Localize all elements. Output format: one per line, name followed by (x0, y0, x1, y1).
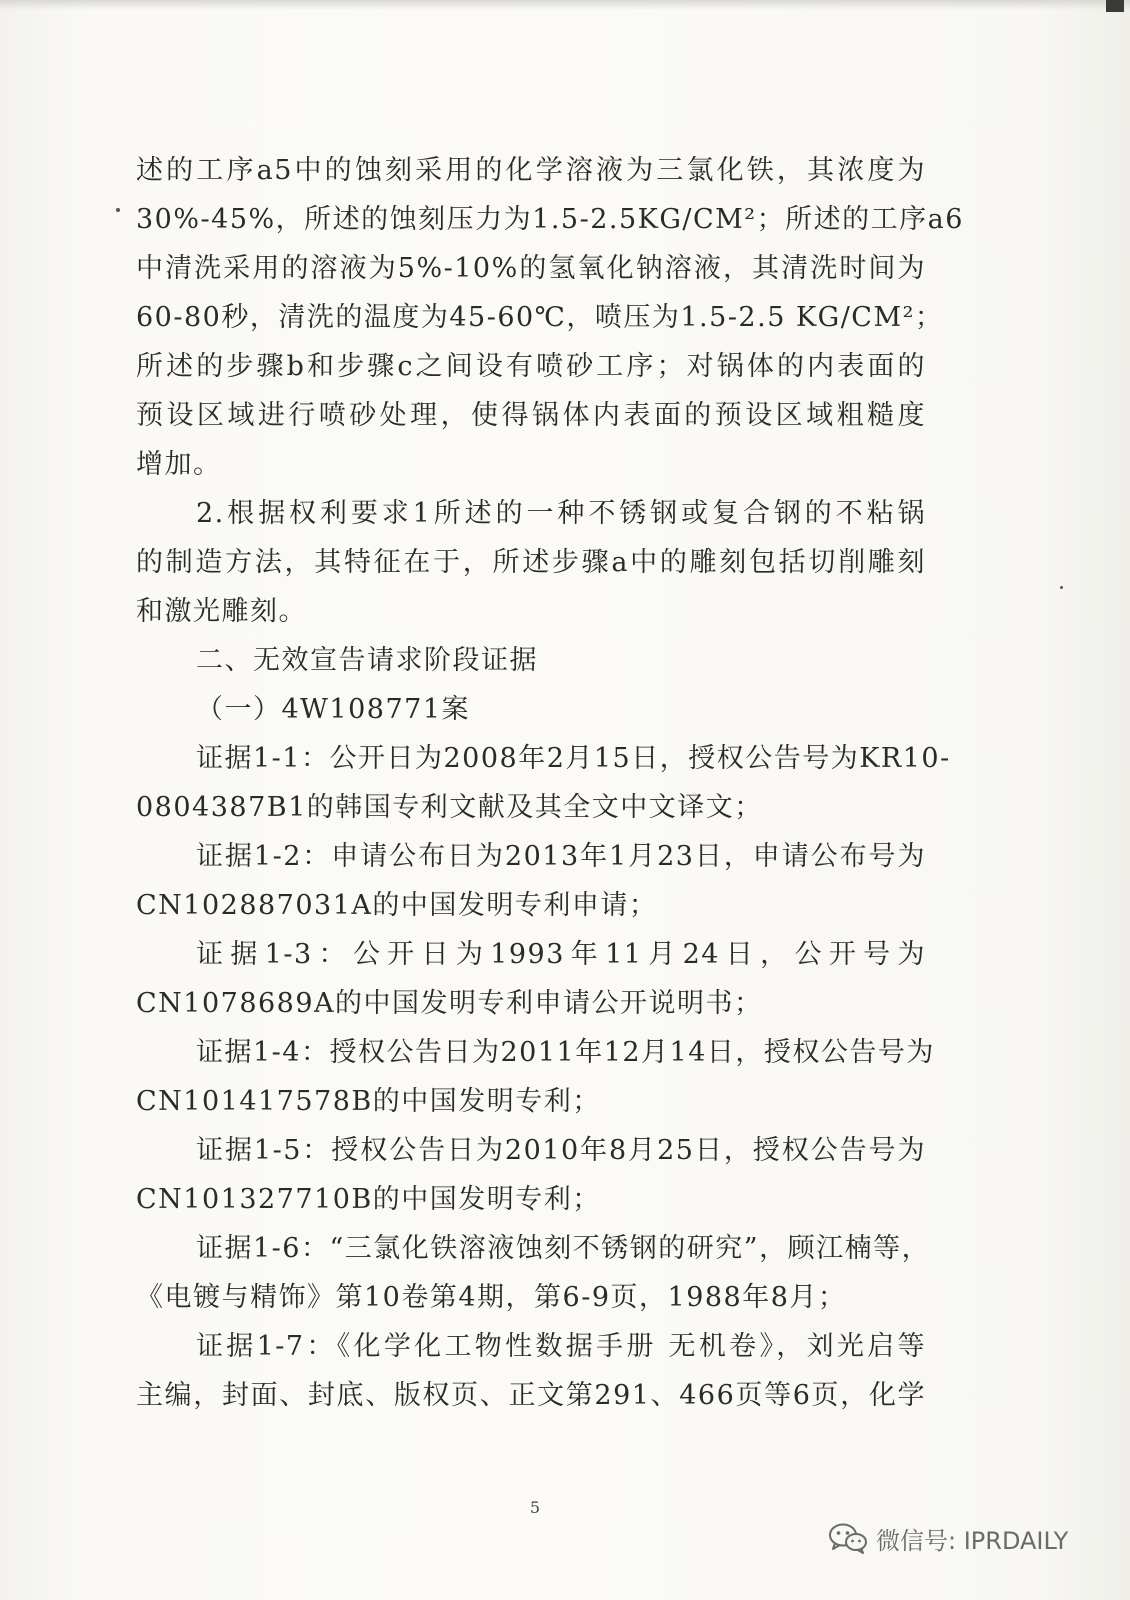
text-line: 和激光雕刻。 (136, 596, 307, 627)
case-heading: （一）4W108771案 (196, 694, 470, 725)
scan-top-edge (0, 0, 1130, 10)
evidence-item: 证据1-1：公开日为2008年2月15日，授权公告号为KR10- (196, 743, 951, 774)
text-line: 主编，封面、封底、版权页、正文第291、466页等6页，化学 (136, 1380, 926, 1411)
evidence-item: 证据1-5：授权公告日为2010年8月25日，授权公告号为 (196, 1135, 926, 1166)
evidence-item: 证据1-2：申请公布日为2013年1月23日，申请公布号为 (196, 841, 926, 872)
text-line: 所述的步骤b和步骤c之间设有喷砂工序；对锅体的内表面的 (136, 351, 926, 382)
text-line: 增加。 (136, 449, 222, 480)
text-line: 中清洗采用的溶液为5%-10%的氢氧化钠溶液，其清洗时间为 (136, 253, 926, 284)
text-line: 《电镀与精饰》第10卷第4期，第6-9页，1988年8月； (136, 1282, 847, 1313)
text-line: 0804387B1的韩国专利文献及其全文中文译文； (136, 792, 763, 823)
evidence-item: 证据1-4：授权公告日为2011年12月14日，授权公告号为 (196, 1037, 935, 1068)
scan-corner-mark (1106, 0, 1124, 12)
text-line: CN101417578B的中国发明专利； (136, 1086, 601, 1117)
text-line: CN101327710B的中国发明专利； (136, 1184, 601, 1215)
page-number: 5 (529, 1498, 541, 1517)
evidence-item: 证据1-6：“三氯化铁溶液蚀刻不锈钢的研究”，顾江楠等， (196, 1233, 931, 1264)
text-line: CN102887031A的中国发明专利申请； (136, 890, 658, 921)
document-body (136, 146, 964, 1420)
evidence-item: 证据1-7：《化学化工物性数据手册 无机卷》，刘光启等 (196, 1331, 926, 1362)
text-line: 60-80秒，清洗的温度为45-60℃，喷压为1.5-2.5 KG/CM²； (136, 302, 944, 333)
evidence-item: 证据1-3：公开日为1993年11月24日，公开号为 (196, 939, 926, 970)
text-line: 预设区域进行喷砂处理，使得锅体内表面的预设区域粗糙度 (136, 400, 926, 431)
text-line: 30%-45%，所述的蚀刻压力为1.5-2.5KG/CM²；所述的工序a6 (136, 204, 964, 235)
scan-speck (116, 208, 120, 212)
wechat-icon (828, 1522, 868, 1554)
watermark (828, 1518, 1068, 1558)
text-line: CN1078689A的中国发明专利申请公开说明书； (136, 988, 763, 1019)
text-line: 述的工序a5中的蚀刻采用的化学溶液为三氯化铁，其浓度为 (136, 155, 926, 186)
claim-2-start: 2.根据权利要求1所述的一种不锈钢或复合钢的不粘锅 (196, 498, 926, 529)
watermark-text: 微信号: IPRDAILY (876, 1526, 1069, 1555)
scan-speck (1060, 586, 1063, 589)
text-line: 的制造方法，其特征在于，所述步骤a中的雕刻包括切削雕刻 (136, 547, 926, 578)
section-heading: 二、无效宣告请求阶段证据 (196, 645, 538, 676)
